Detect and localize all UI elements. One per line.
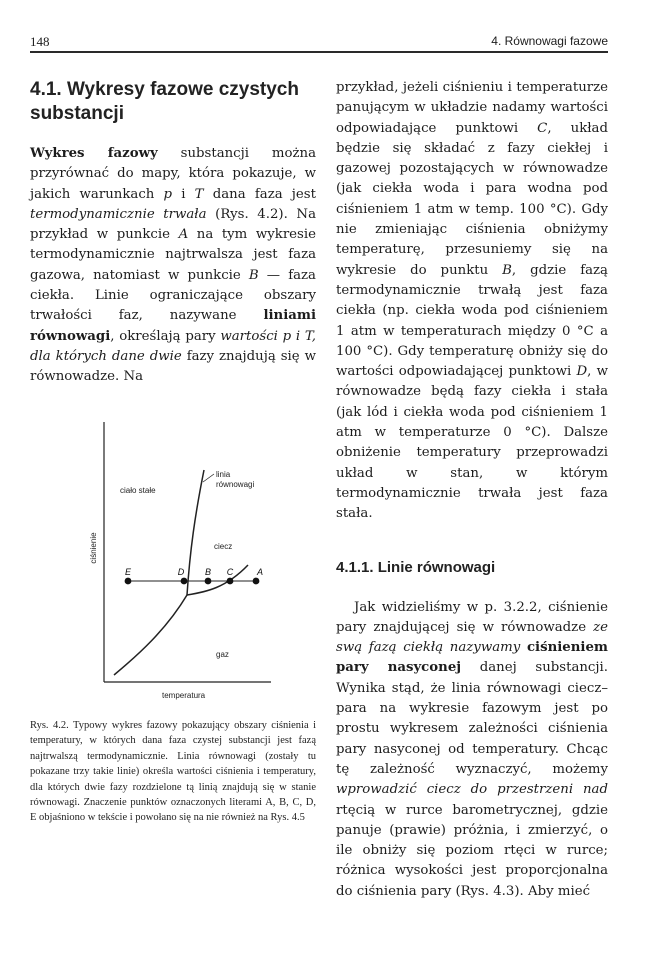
equilibrium-paragraph bbox=[336, 598, 608, 902]
x-axis-label: temperatura bbox=[162, 691, 206, 700]
symbol-A: A bbox=[178, 227, 189, 243]
symbol-C: C bbox=[537, 120, 548, 136]
text-run: , układ będzie się składać z fazy ciekłej i gazowej pozostających w równowadze (jak ciekła woda i para wodna pod ciśnieniem 1 atm w temp. 100 °C). Gdy nie zmieniając ciśnienia obniżymy temperaturę, przesuniemy się na wykresie do punktu bbox=[336, 120, 608, 278]
section-title: 4.1. Wykresy fazowe czystych substancji bbox=[30, 79, 299, 124]
text-run: (Rys. 4.2). Na przykład w punkcie bbox=[30, 206, 316, 243]
label-gas: gaz bbox=[216, 650, 229, 659]
label-D: D bbox=[177, 567, 185, 577]
phase-diagram-figure bbox=[66, 420, 278, 710]
label-C: C bbox=[226, 567, 234, 577]
figure-caption: Rys. 4.2. Typowy wykres fazowy pokazujący obszary ciśnienia i temperatury, w których dana faza czystej substancji jest fazą najtrwalszą termodynamicznie. Linia równowagi (zostały tu pokazane trzy takie linie) określa wartości ciśnienia i temperatury, dla których dwie fazy rozdzielone tą linią znajdują się w stanie równowagi. Znaczenie punktów oznaczonych literami A, B, C, D, E objaśniono w tekście i powołano się na nie również na Rys. 4.5 bbox=[30, 720, 316, 824]
term-saturated-vapour-pressure: ciśnieniem pary nasyconej bbox=[336, 640, 608, 676]
point-B bbox=[205, 578, 212, 585]
symbol-p: p bbox=[163, 186, 173, 202]
label-line-1: linia bbox=[216, 470, 231, 479]
term-phase-diagram: Wykres fazowy bbox=[30, 146, 158, 161]
symbol-B: B bbox=[248, 267, 259, 283]
symbol-B: B bbox=[502, 262, 512, 278]
label-A: A bbox=[256, 567, 264, 577]
left-column bbox=[30, 78, 316, 388]
line-label-leader bbox=[203, 474, 214, 482]
continuation-paragraph bbox=[336, 78, 608, 525]
italic-run: wprowadzić ciecz do przestrzeni nad bbox=[336, 782, 608, 798]
running-head: 4. Równowagi fazowe bbox=[491, 34, 608, 48]
text-run: , w równowadze będą fazy ciekła i stała (jak lód i ciekła woda pod ciśnieniem 1 atm w temperaturze 0 °C). Dalsze obniżenie temperatury przeprowadzi układ w stan, w którym termodynamicznie trwała jest faza stała. bbox=[336, 364, 608, 522]
term-stable: termodynamicznie trwała bbox=[30, 206, 207, 222]
right-column bbox=[336, 78, 608, 902]
term-values: wartości p i T, dla których dane dwie bbox=[30, 328, 316, 364]
text-run: przykład, jeżeli ciśnieniu i temperaturze panującym w układzie nadamy wartości odpowiadające punktowi bbox=[336, 80, 608, 136]
text-run: na tym wykresie termodynamicznie najtrwalsza jest faza gazowa, natomiast w punkcie bbox=[30, 227, 316, 283]
label-line-2: równowagi bbox=[216, 480, 255, 489]
text-run: , gdzie fazą termodynamicznie trwałą jest faza ciekła (np. ciekła woda pod ciśnieniem 1 atm w temperaturach między 0 °C a 100 °C). Gdy temperaturę obniży się do wartości odpowiadającej punktowi bbox=[336, 262, 608, 380]
text-run: fazy znajdują się w równowadze. Na bbox=[30, 348, 316, 385]
point-E bbox=[125, 578, 132, 585]
text-run: danej substancji. Wynika stąd, że linia równowagi ciecz–para na wykresie fazowym jest po prostu wykresem zależności ciśnienia pary nasyconej od temperatury. Chcąc tę zależność wyznaczyć, możemy bbox=[336, 660, 608, 777]
text-run bbox=[520, 640, 527, 655]
label-solid: ciało stałe bbox=[120, 486, 156, 495]
label-B: B bbox=[204, 567, 212, 577]
solid-liquid-line bbox=[187, 470, 204, 595]
text-run: dana faza jest bbox=[203, 186, 316, 202]
y-axis-label: ciśnienie bbox=[89, 532, 98, 564]
text-run: i bbox=[172, 186, 195, 202]
phase-diagram-svg bbox=[66, 420, 278, 710]
liquid-gas-line bbox=[187, 565, 248, 595]
intro-paragraph bbox=[30, 144, 316, 388]
symbol-D: D bbox=[576, 364, 588, 380]
point-D bbox=[181, 578, 188, 585]
label-E: E bbox=[124, 567, 132, 577]
text-run: Jak widzieliśmy w p. 3.2.2, ciśnienie pary znajdującej się w równowadze bbox=[336, 599, 608, 635]
text-run: rtęcią w rurce barometrycznej, gdzie panuje (prawie) próżnia, i zmierzyć, o ile obniży się poziom rtęci w rurce; różnica wysokości jest proporcjonalna do ciśnienia pary (Rys. 4.3). Aby mieć bbox=[336, 802, 608, 899]
text-run: , określają pary bbox=[110, 328, 221, 344]
page-header bbox=[30, 34, 608, 52]
subsection-title: 4.1.1. Linie równowagi bbox=[336, 558, 496, 576]
symbol-T: T bbox=[194, 186, 204, 202]
point-C bbox=[227, 578, 234, 585]
header-rule bbox=[30, 51, 608, 53]
solid-gas-line bbox=[114, 595, 187, 675]
point-A bbox=[253, 578, 260, 585]
page-number: 148 bbox=[30, 34, 50, 49]
term-equilibrium-lines: liniami równowagi bbox=[30, 308, 316, 344]
text-run: — faza ciekła. Linie ograniczające obszary trwałości faz, nazywane bbox=[30, 267, 316, 324]
text-run: substancji można przyrównać do mapy, która pokazuje, w jakich warunkach bbox=[30, 146, 316, 202]
italic-run: ze swą fazą ciekłą nazywamy bbox=[336, 619, 608, 656]
label-liquid: ciecz bbox=[214, 542, 233, 551]
